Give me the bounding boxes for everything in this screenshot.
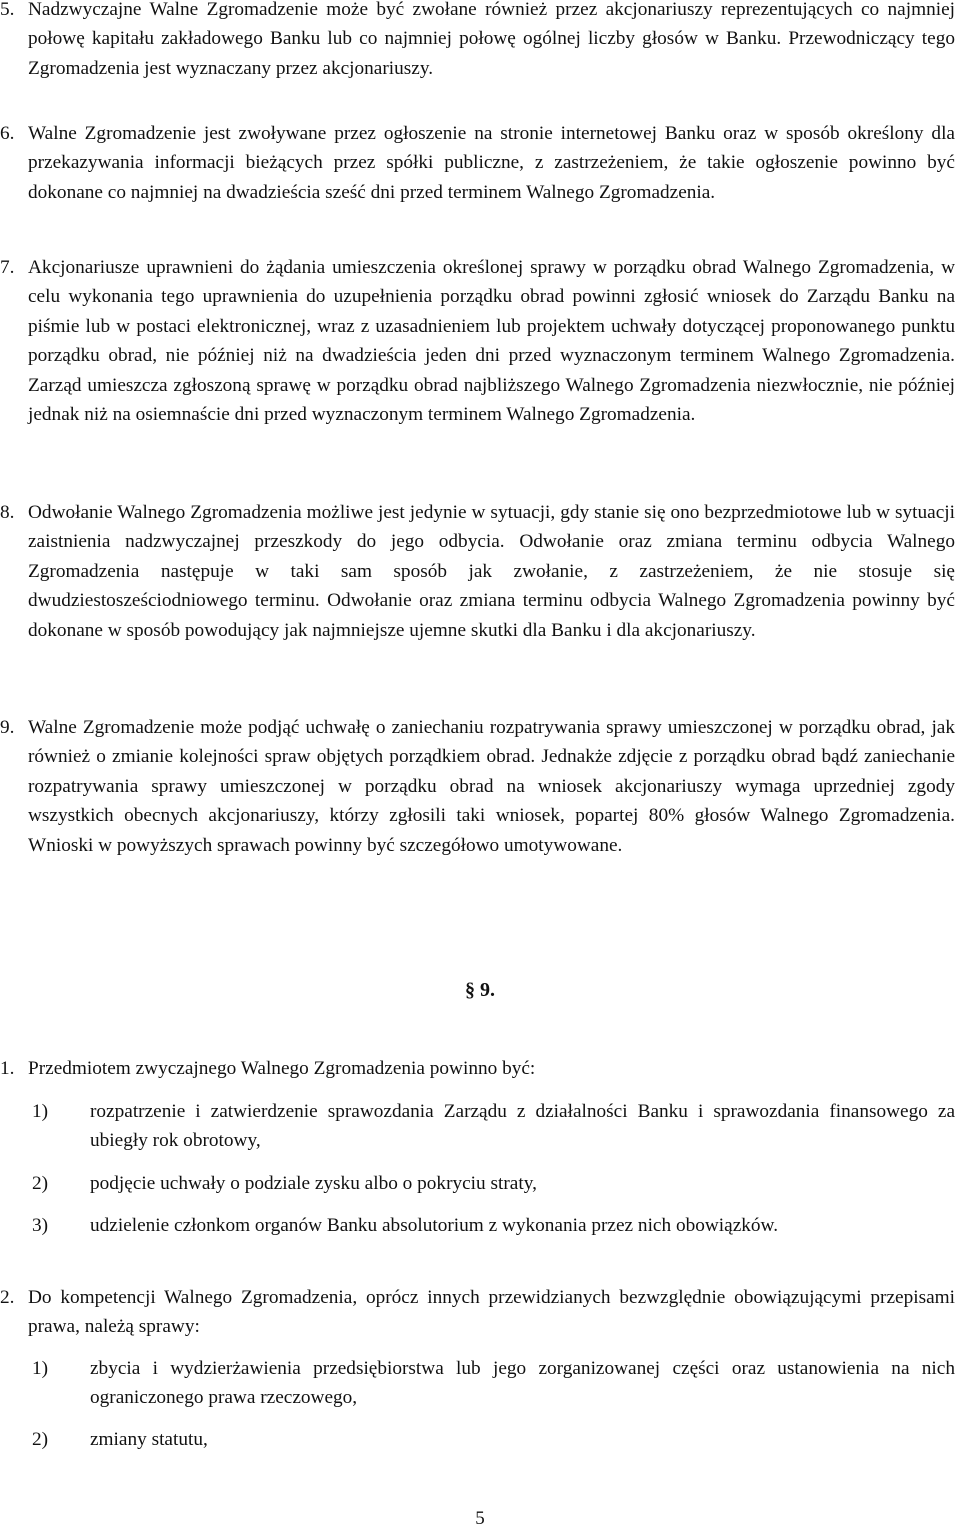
section-paragraph-1 [0, 1054, 955, 1083]
paragraph-5 [0, 0, 955, 83]
list-item-text: udzielenie członkom organów Banku absolutorium z wykonania przez nich obowiązków. [90, 1215, 779, 1236]
paragraph-text: Nadzwyczajne Walne Zgromadzenie może być zwołane również przez akcjonariuszy reprezentujących co najmniej połowę kapitału zakładowego Banku lub co najmniej połowę ogólnej liczby głosów w Banku. Przewodniczący tego Zgromadzenia jest wyznaczany przez akcjonariuszy. [28, 0, 955, 79]
list-item [32, 1211, 955, 1240]
list-item-text: zmiany statutu, [90, 1429, 208, 1450]
section-heading [0, 976, 960, 1005]
paragraph-text: Przedmiotem zwyczajnego Walnego Zgromadzenia powinno być: [28, 1058, 536, 1079]
paragraph-text: Akcjonariusze uprawnieni do żądania umieszczenia określonej sprawy w porządku obrad Walnego Zgromadzenia, w celu wykonania tego uprawnienia do uzupełnienia porządku obrad powinni zgłosić wniosek do Zarządu Banku na piśmie lub w postaci elektronicznej, wraz z uzasadnieniem lub projektem uchwały dotyczącej proponowanego punktu porządku obrad, nie później niż na dwadzieścia jeden dni przed wyznaczonym terminem Walnego Zgromadzenia. Zarząd umieszcza zgłoszoną sprawę w porządku obrad najbliższego Walnego Zgromadzenia niezwłocznie, nie później jednak niż na osiemnaście dni przed wyznaczonym terminem Walnego Zgromadzenia. [28, 257, 955, 426]
list-item [32, 1097, 955, 1156]
list-item-number: 1) [32, 1358, 49, 1379]
list-item-text: rozpatrzenie i zatwierdzenie sprawozdania Zarządu z działalności Banku i sprawozdania finansowego za ubiegły rok obrotowy, [90, 1101, 955, 1152]
list-item [32, 1425, 955, 1454]
paragraph-text: Odwołanie Walnego Zgromadzenia możliwe jest jedynie w sytuacji, gdy stanie się ono bezprzedmiotowe lub w sytuacji zaistnienia nadzwyczajnej przeszkody do jego odbycia. Odwołanie oraz zmiana terminu odbycia Walnego Zgromadzenia następuje w taki sam sposób jak zwołanie, z zastrzeżeniem, że nie stosuje się dwudziestosześciodniowego terminu. Odwołanie oraz zmiana terminu odbycia Walnego Zgromadzenia powinny być dokonane w sposób powodujący jak najmniejsze ujemne skutki dla Banku i dla akcjonariuszy. [28, 502, 955, 641]
paragraph-text: Walne Zgromadzenie może podjąć uchwałę o zaniechaniu rozpatrywania sprawy umieszczonej w porządku obrad, jak również o zmianie kolejności spraw objętych porządkiem obrad. Jednakże zdjęcie z porządku obrad bądź zaniechanie rozpatrywania sprawy umieszczonej w porządku obrad na wniosek akcjonariuszy wymaga uprzedniej zgody wszystkich obecnych akcjonariuszy, którzy zgłosili taki wniosek, popartej 80% głosów Walnego Zgromadzenia. Wnioski w powyższych sprawach powinny być szczegółowo umotywowane. [28, 717, 955, 856]
paragraph-number: 1. [0, 1058, 15, 1079]
paragraph-number: 8. [0, 502, 15, 523]
paragraph-6 [0, 119, 955, 207]
paragraph-number: 5. [0, 0, 15, 20]
paragraph-number: 6. [0, 123, 15, 144]
paragraph-text: Do kompetencji Walnego Zgromadzenia, oprócz innych przewidzianych bezwzględnie obowiązującymi przepisami prawa, należą sprawy: [28, 1287, 955, 1338]
list-item-number: 3) [32, 1215, 49, 1236]
list-item-number: 1) [32, 1101, 49, 1122]
page-number: 5 [475, 1508, 485, 1529]
paragraph-9 [0, 713, 955, 860]
list-item-number: 2) [32, 1429, 49, 1450]
section-heading-text: § 9. [465, 979, 495, 1001]
list-item-text: podjęcie uchwały o podziale zysku albo o pokryciu straty, [90, 1173, 537, 1194]
paragraph-number: 9. [0, 717, 15, 738]
paragraph-number: 2. [0, 1287, 15, 1308]
paragraph-number: 7. [0, 257, 15, 278]
list-item-number: 2) [32, 1173, 49, 1194]
paragraph-text: Walne Zgromadzenie jest zwoływane przez ogłoszenie na stronie internetowej Banku oraz w sposób określony dla przekazywania informacji bieżących przez spółki publiczne, z zastrzeżeniem, że takie ogłoszenie powinno być dokonane co najmniej na dwadzieścia sześć dni przed terminem Walnego Zgromadzenia. [28, 123, 955, 203]
list-item [32, 1354, 955, 1413]
paragraph-8 [0, 498, 955, 645]
paragraph-7 [0, 253, 955, 429]
list-item-text: zbycia i wydzierżawienia przedsiębiorstwa lub jego zorganizowanej części oraz ustanowienia na nich ograniczonego prawa rzeczowego, [90, 1358, 955, 1409]
section-paragraph-2 [0, 1283, 955, 1342]
list-item [32, 1169, 955, 1198]
